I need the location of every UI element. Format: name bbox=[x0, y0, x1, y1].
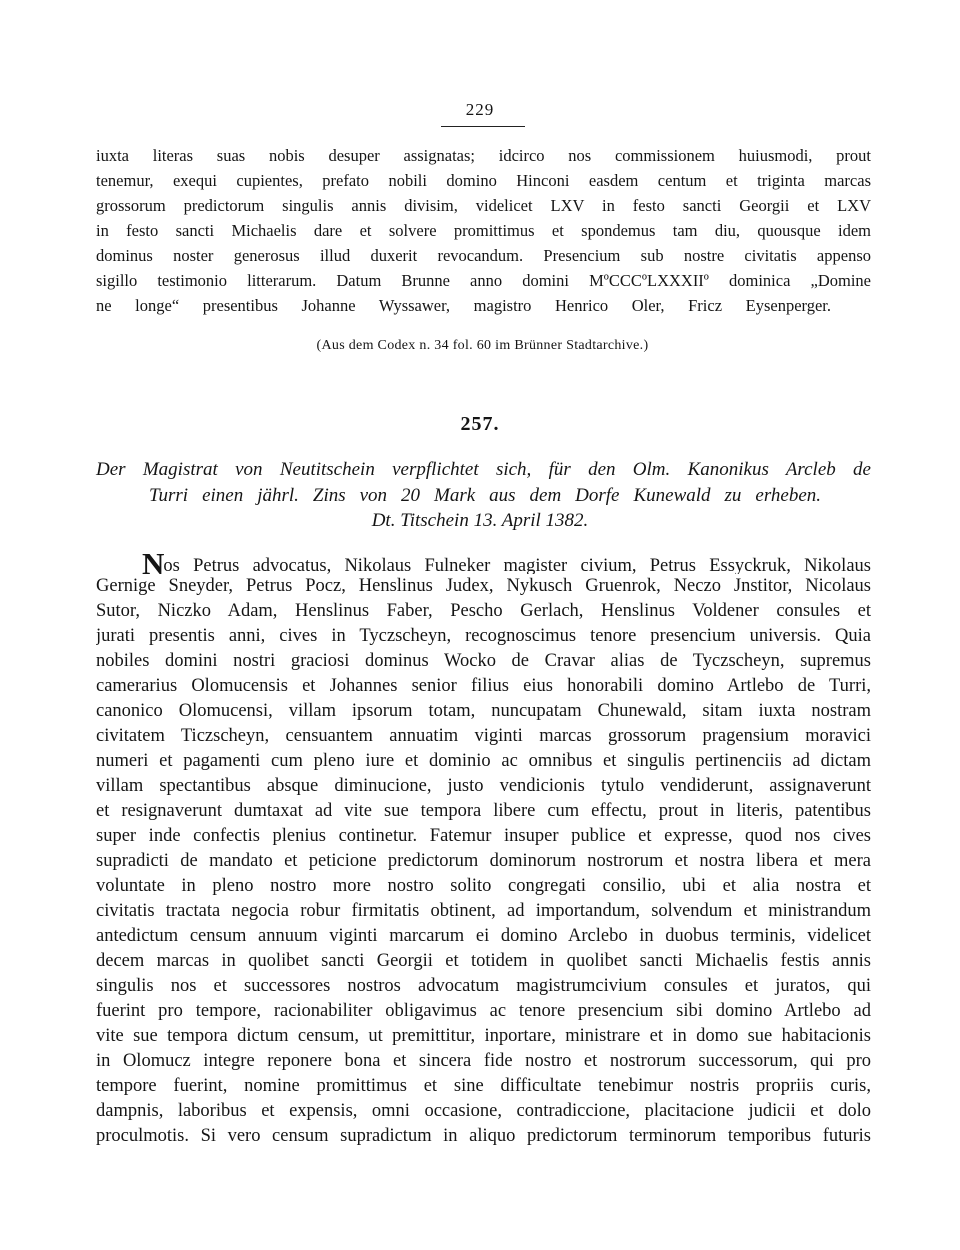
body-line: numeri et pagamenti cum pleno iure et dominio ac omnibus et singulis pertinenciis ad dictam bbox=[96, 752, 871, 771]
body-line: Gernige Sneyder, Petrus Pocz, Henslinus Judex, Nykusch Gruenrok, Neczo Jnstitor, Nicolaus bbox=[96, 577, 871, 596]
document-number: 257. bbox=[460, 413, 500, 435]
body-line: singulis nos et successores nostros advocatum magistrumcivium consules et juratos, qui bbox=[96, 977, 871, 996]
body-line: camerarius Olomucensis et Johannes senior filius eius honorabili domino Artlebo de Turri, bbox=[96, 677, 871, 696]
source-note: (Aus dem Codex n. 34 fol. 60 im Brünner Stadtarchive.) bbox=[316, 338, 649, 353]
body-line: super inde confectis plenius continetur. Fatemur insuper publice et expresse, quod nos cives bbox=[96, 827, 871, 846]
body-line: supradicti de mandato et peticione predictorum dominorum nostrorum et nostra libera et mera bbox=[96, 852, 871, 871]
initial-letter: N bbox=[142, 552, 164, 574]
paragraph-line: grossorum predictorum singulis annis divisim, videlicet LXV in festo sancti Georgii et LXV bbox=[96, 198, 871, 215]
paragraph-line: sigillo testimonio litterarum. Datum Brunne anno domini MºCCCºLXXXIIº dominica „Domine bbox=[96, 273, 871, 290]
body-line: dampnis, laboribus et expensis, omni occasione, contradiccione, placitacione judicii et dolo bbox=[96, 1102, 871, 1121]
body-line: tempore fuerint, nomine promittimus et sine difficultate tenebimur nostris propriis curis, bbox=[96, 1077, 871, 1096]
paragraph-line: in festo sancti Michaelis dare et solvere promittimus et spondemus tam diu, quousque idem bbox=[96, 223, 871, 240]
body-line: fuerint pro tempore, racionabiliter obligavimus ac tenore presencium sibi domino Artlebo ad bbox=[96, 1002, 871, 1021]
page-number: 229 bbox=[465, 100, 495, 119]
paragraph-last-line: ne longe“ presentibus Johanne Wyssawer, magistro Henrico Oler, Fricz Eysenperger. bbox=[96, 298, 831, 315]
body-line: civitatem Ticzscheyn, censuantem annuatim viginti marcas grossorum pragensium moravici bbox=[96, 727, 871, 746]
body-line: Sutor, Niczko Adam, Henslinus Faber, Pescho Gerlach, Henslinus Voldener consules et bbox=[96, 602, 871, 621]
body-line: civitatis tractata negocia robur firmitatis obtinent, ad importandum, solvendum et ministrandum bbox=[96, 902, 871, 921]
body-line: decem marcas in quolibet sancti Georgii et totidem in quolibet sancti Michaelis festis annis bbox=[96, 952, 871, 971]
first-body-line bbox=[142, 552, 871, 574]
body-line: vite sue tempora dictum censum, ut premittitur, inportare, ministrare et in domo sue habitacionis bbox=[96, 1027, 871, 1046]
body-line: canonico Olomucensi, villam ipsorum totam, nuncupatam Chunewald, sitam iuxta nostram bbox=[96, 702, 871, 721]
heading-line: Turri einen jährl. Zins von 20 Mark aus dem Dorfe Kunewald zu erheben. bbox=[149, 485, 821, 506]
body-line: jurati presentis anni, cives in Tyczscheyn, recognoscimus tenore presencium universis. Quia bbox=[96, 627, 871, 646]
body-line: voluntate in pleno nostro more nostro solito congregati consilio, ubi et alia nostra et bbox=[96, 877, 871, 896]
page-number-rule bbox=[441, 126, 525, 127]
body-line: antedictum censum annuum viginti marcarum ei domino Arclebo in duobus terminis, videlicet bbox=[96, 927, 871, 946]
body-line: villam spectantibus absque diminucione, justo vendicionis tytulo vendiderunt, assignaverunt bbox=[96, 777, 871, 796]
body-line: proculmotis. Si vero censum supradictum in aliquo predictorum terminorum temporibus futuris bbox=[96, 1127, 871, 1146]
paragraph-line: tenemur, exequi cupientes, prefato nobili domino Hinconi easdem centum et triginta marcas bbox=[96, 173, 871, 190]
heading-date: Dt. Titschein 13. April 1382. bbox=[371, 510, 589, 531]
body-line: et resignaverunt dumtaxat ad vite sue tempora libere cum effectu, prout in literis, patentibus bbox=[96, 802, 871, 821]
first-line-text: os Petrus advocatus, Nikolaus Fulneker magister civium, Petrus Essyckruk, Nikolaus bbox=[163, 556, 871, 574]
body-line: in Olomucz integre reponere bona et sincera fide nostro et nostrorum successorum, qui pro bbox=[96, 1052, 871, 1071]
heading-line: Der Magistrat von Neutitschein verpflichtet sich, für den Olm. Kanonikus Arcleb de bbox=[96, 459, 871, 480]
body-line: nobiles domini nostri graciosi dominus Wocko de Cravar alias de Tyczscheyn, supremus bbox=[96, 652, 871, 671]
paragraph-line: dominus noster generosus illud duxerit revocandum. Presencium sub nostre civitatis appenso bbox=[96, 248, 871, 265]
paragraph-line: iuxta literas suas nobis desuper assignatas; idcirco nos commissionem huiusmodi, prout bbox=[96, 148, 871, 165]
